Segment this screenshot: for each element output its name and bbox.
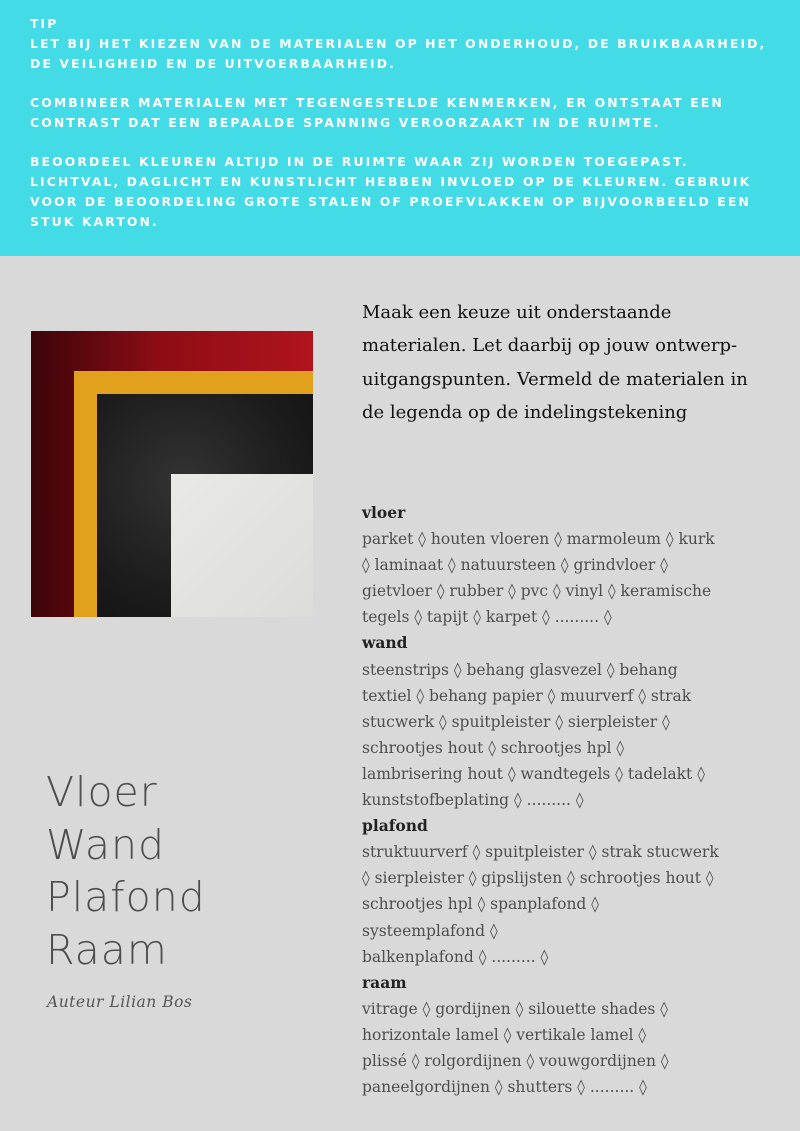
material-sample-photo <box>31 331 313 617</box>
tip-label: TIP <box>30 16 59 31</box>
section-items-raam: vitrage ◊ gordijnen ◊ silouette shades ◊ horizontale lamel ◊ vertikale lamel ◊ plissé ◊ rolgordijnen ◊ vouwgordijnen ◊ paneelgordijnen ◊ shutters ◊ ......... ◊ <box>362 999 669 1097</box>
section-items-plafond: struktuurverf ◊ spuitpleister ◊ strak stucwerk ◊ sierpleister ◊ gipslijsten ◊ schrootjes hout ◊ schrootjes hpl ◊ spanplafond ◊ systeemplafond ◊ balkenplafond ◊ ......... ◊ <box>362 843 719 966</box>
title-raam: Raam <box>46 925 168 974</box>
tip-text-colors: BEOORDEEL KLEUREN ALTIJD IN DE RUIMTE WAAR ZIJ WORDEN TOEGEPAST. LICHTVAL, DAGLICHT EN KUNSTLICHT HEBBEN INVLOED OP DE KLEUREN. GEBRUIK VOOR DE BEOORDELING GROTE STALEN OF PROEFVLAKKEN OP BIJVOORBEELD EEN STUK KARTON. <box>30 154 752 229</box>
materials-list <box>362 500 762 1100</box>
photo-white-layer <box>171 474 313 617</box>
category-titles <box>46 766 206 976</box>
title-plafond: Plafond <box>46 873 206 921</box>
section-heading-raam: raam <box>362 972 407 992</box>
section-heading-wand: wand <box>362 633 408 653</box>
intro-text: Maak een keuze uit onderstaande materialen. Let daarbij op jouw ontwerp-uitgangspunten. Vermeld de materialen in de legenda op de indelingstekening <box>362 302 748 423</box>
author-credit: Auteur Lilian Bos <box>47 993 193 1011</box>
tip-text-contrast: COMBINEER MATERIALEN MET TEGENGESTELDE KENMERKEN, ER ONTSTAAT EEN CONTRAST DAT EEN BEPAALDE SPANNING VEROORZAAKT IN DE RUIMTE. <box>30 95 724 130</box>
title-vloer: Vloer <box>46 768 158 816</box>
section-heading-vloer: vloer <box>362 503 406 522</box>
tip-banner <box>0 0 800 256</box>
tip-text-maintenance: LET BIJ HET KIEZEN VAN DE MATERIALEN OP HET ONDERHOUD, DE BRUIKBAARHEID, DE VEILIGHEID EN DE UITVOERBAARHEID. <box>30 36 767 71</box>
section-items-wand: steenstrips ◊ behang glasvezel ◊ behang textiel ◊ behang papier ◊ muurverf ◊ strak stucwerk ◊ spuitpleister ◊ sierpleister ◊ schrootjes hout ◊ schrootjes hpl ◊ lambrisering hout ◊ wandtegels ◊ tadelakt ◊ kunststofbeplating ◊ ......... ◊ <box>362 660 705 810</box>
title-wand: Wand <box>46 820 166 869</box>
section-heading-plafond: plafond <box>362 816 428 836</box>
section-items-vloer: parket ◊ houten vloeren ◊ marmoleum ◊ kurk ◊ laminaat ◊ natuursteen ◊ grindvloer ◊ gietvloer ◊ rubber ◊ pvc ◊ vinyl ◊ keramische tegels ◊ tapijt ◊ karpet ◊ ......... ◊ <box>362 530 715 627</box>
